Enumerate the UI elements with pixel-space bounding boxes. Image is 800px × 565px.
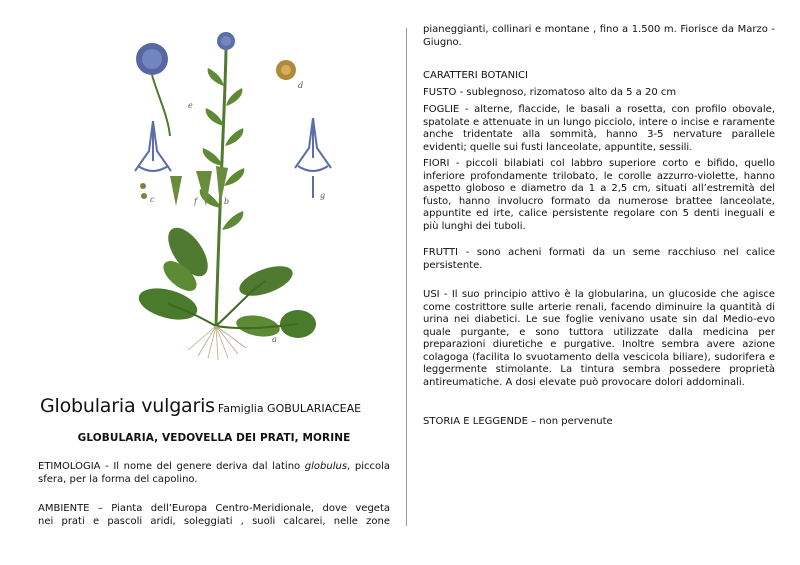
etimologia-text: ETIMOLOGIA - Il nome del genere deriva dal latino [38,461,305,472]
right-column [423,24,775,544]
plate-letter-d: d [298,81,304,90]
fiori-paragraph: FIORI - piccoli bilabiati col labbro superiore corto e bifido, quello inferiore profondamente trilobato, le corolle azzurro-violette, hanno aspetto globoso e diametro da 1 a 2,5 cm, situati all’estremità del fusto, hanno involucro formato da numerose brattee lanceolate, appuntite ed irte, calice persistente regolare con 5 denti ineguali e più lunghi dei tuboli. [423,158,775,232]
basal-rosette [135,221,316,340]
foglie-paragraph: FOGLIE - alterne, flaccide, le basali a rosetta, con profilo obovale, spatolate e attenuate in un lungo picciolo, intere o incise e raramente anche tridentate alla sommità, hanno 3-5 nervature parallele evidenti; quelle sui fusti lanceolate, appuntite, sessili. [423,104,775,153]
etimologia-text-end: , piccola sfera, per la forma del capolino. [38,461,390,485]
left-column [38,0,390,565]
column-divider [406,28,407,526]
botanical-illustration [98,26,338,362]
plate-letter-e: e [188,101,193,110]
flower-detail-c [135,121,171,171]
common-names: GLOBULARIA, VEDOVELLA DEI PRATI, MORINE [77,432,351,444]
ambiente-line-1: AMBIENTE – Pianta dell’Europa Centro-Meridionale, dove vegeta [38,503,390,514]
fusto-paragraph: FUSTO - sublegnoso, rizomatoso alto da 5 a 20 cm [423,87,677,98]
plate-letter-f: f [194,197,197,206]
ambiente-line-2: nei prati e pascoli aridi, soleggiati , suoli calcarei, nelle zone [38,516,390,527]
etimologia-paragraph [38,460,390,486]
plate-letter-c: c [150,195,155,204]
ambiente-paragraph [38,502,390,528]
usi-paragraph: USI - Il suo principio attivo è la globularina, un glucoside che agisce come costrittore sulle arterie renali, facendo diminuire la quantità di urina nei diabetici. Le sue foglie venivano usate sin dal Medio-evo quale purgante, e sono tuttora utilizzate dalla medicina per preparazioni diuretiche e purgative. Inoltre sembra avere azione colagoga (facilita lo svuotamento della vescicola biliare), sudorifera e leggermente stimolante. La tintura sembra possedere proprietà antireumatiche. A dosi elevate può provocare dolori addominali. [423,289,775,388]
ambiente-continuation: pianeggianti, collinari e montane , fino a 1.500 m. Fiorisce da Marzo - Giugno. [423,24,775,48]
roots [188,326,246,360]
caratteri-botanici-heading: CARATTERI BOTANICI [423,70,528,81]
plate-letter-a: a [272,335,277,344]
frutti-paragraph: FRUTTI - sono acheni formati da un seme racchiuso nel calice persistente. [423,247,775,271]
flower-detail-g [295,118,331,198]
plate-letter-b: b [224,197,230,206]
species-heading [40,395,400,417]
species-name: Globularia vulgaris [40,395,215,417]
etimologia-latin-word: globulus [304,461,348,472]
plate-letter-g: g [320,191,326,200]
family-name: Famiglia GOBULARIACEAE [217,402,362,415]
storia-leggende-paragraph: STORIA E LEGGENDE – non pervenute [423,416,613,427]
